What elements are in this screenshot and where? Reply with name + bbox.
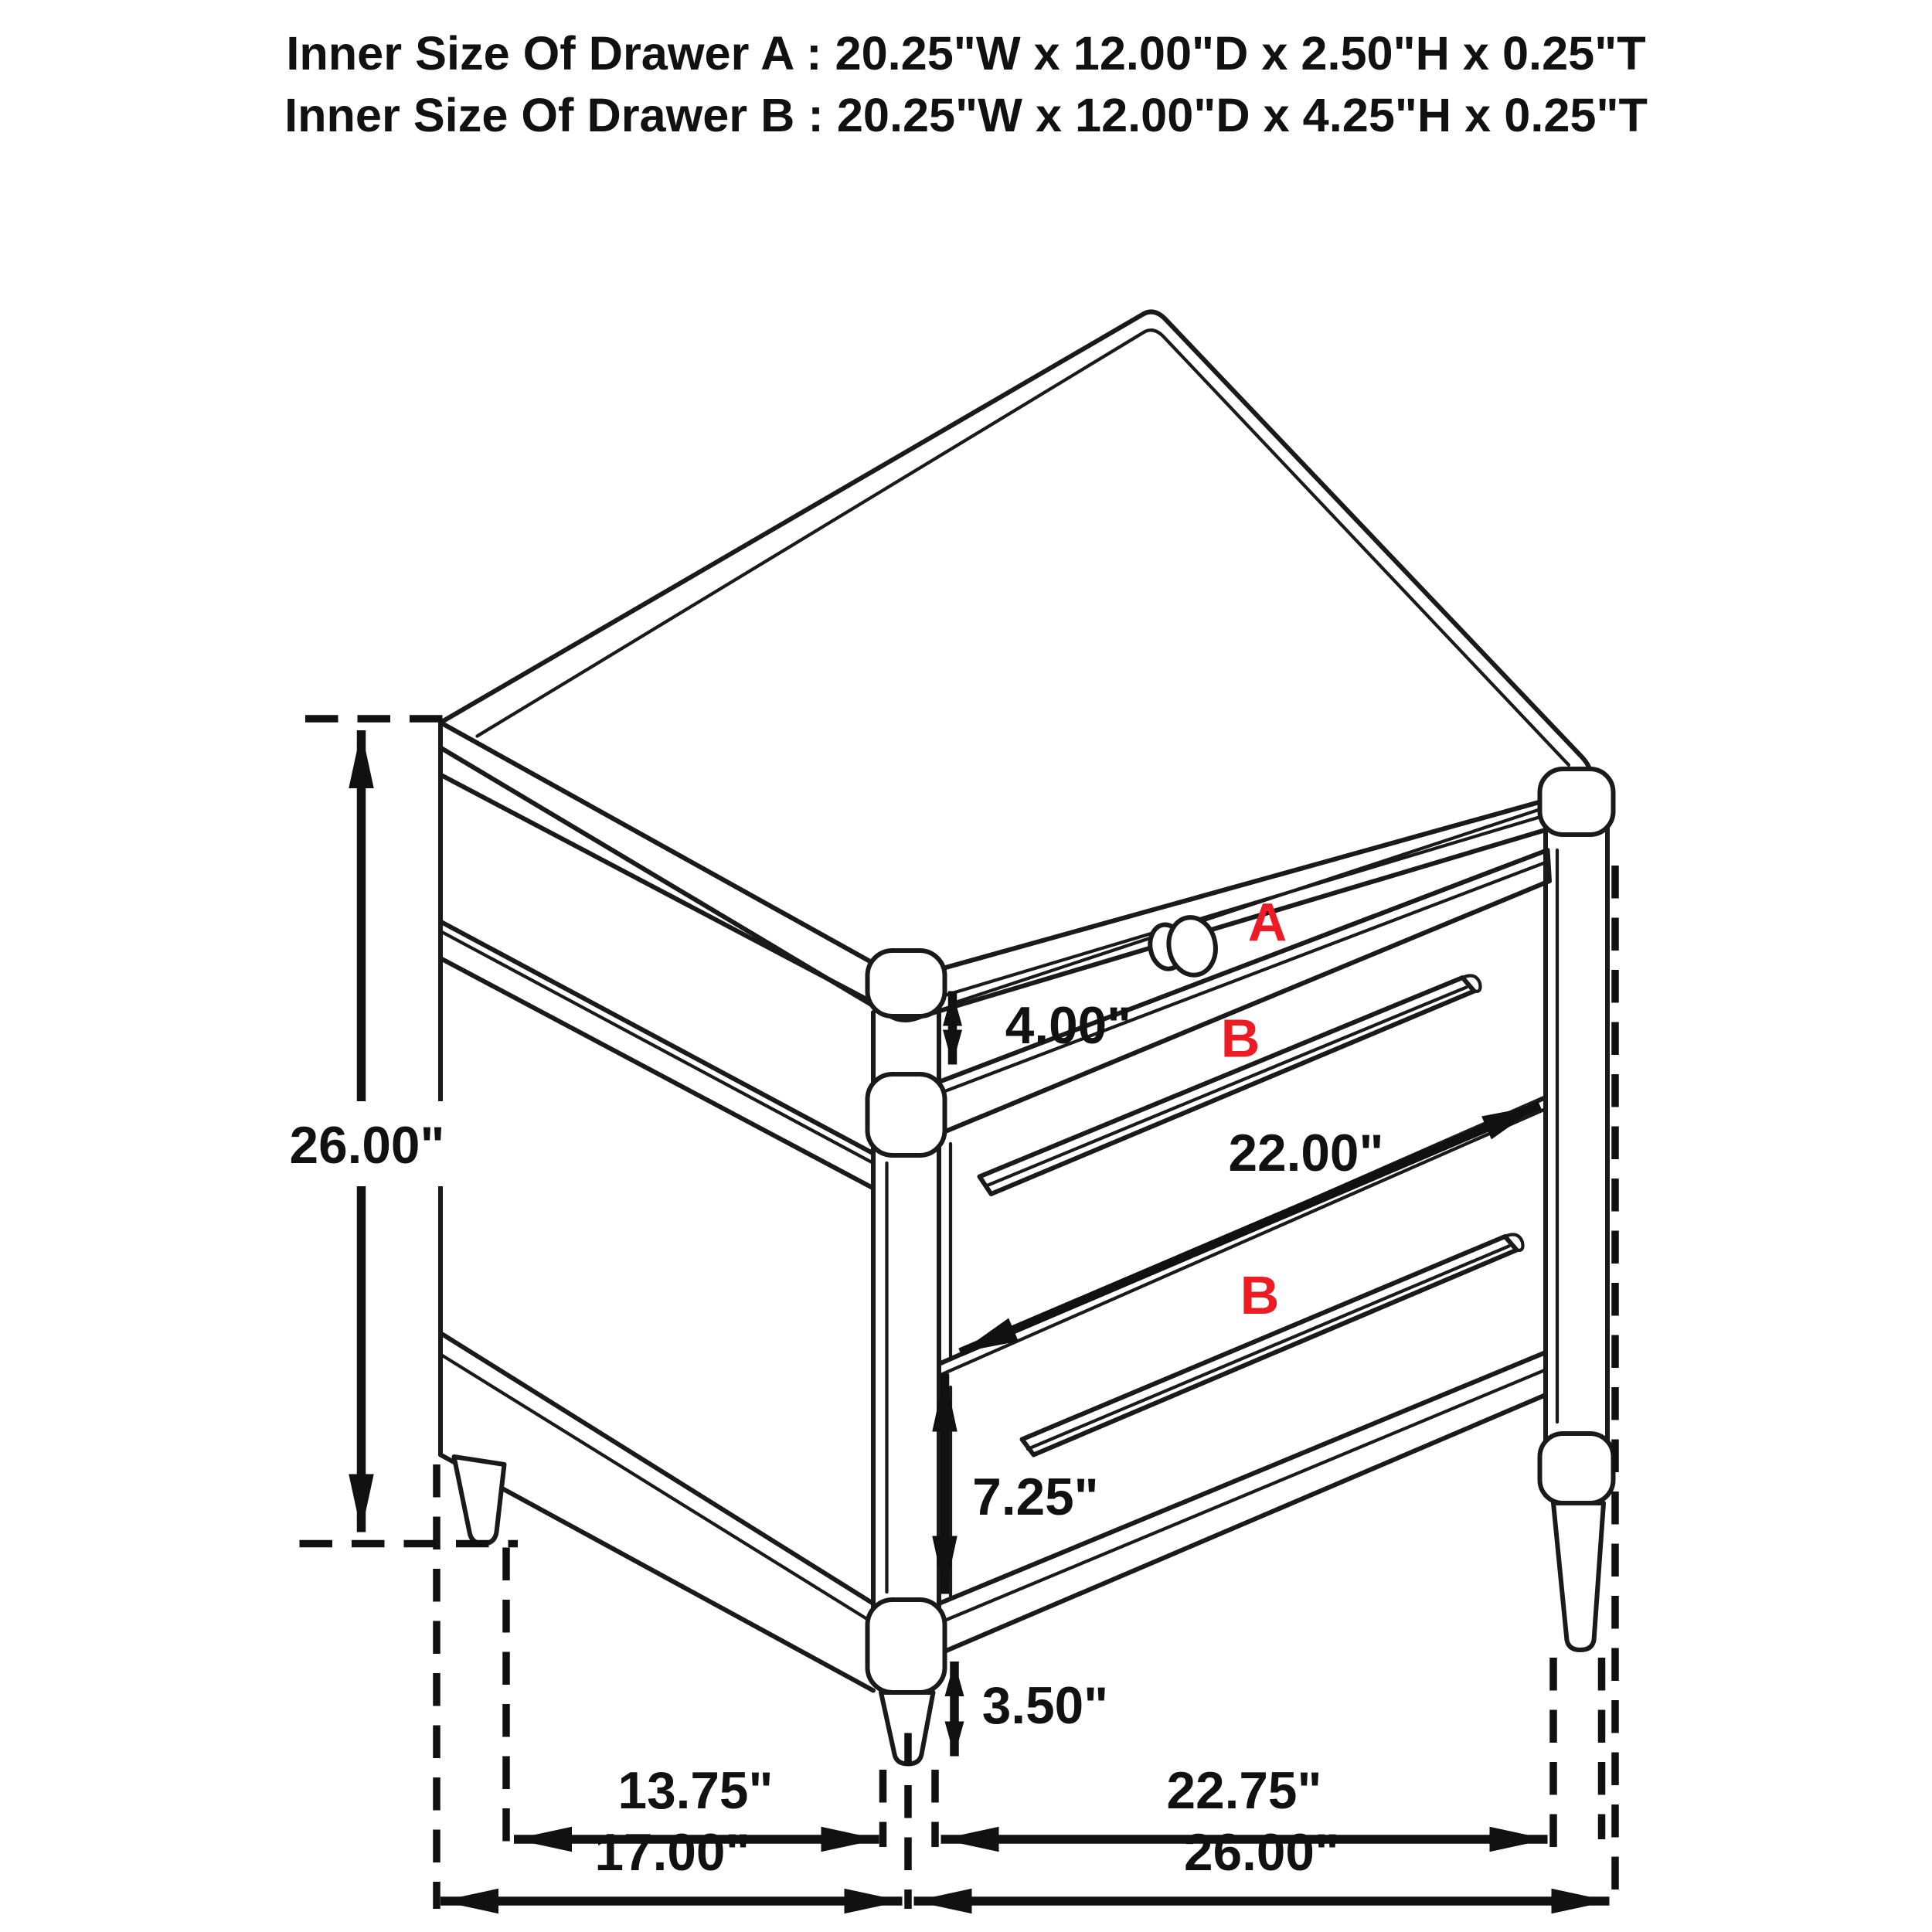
front-right-leg xyxy=(1553,1503,1604,1650)
back-left-leg xyxy=(454,1457,505,1544)
drawer-a-label: A xyxy=(1247,892,1287,953)
dim-drawer-width-label: 22.00" xyxy=(1228,1124,1384,1182)
dim-leg-span-depth-label: 13.75" xyxy=(617,1762,774,1820)
dim-drawer-a-height xyxy=(953,992,1132,1065)
front-left-post xyxy=(868,951,945,1692)
dim-leg-height xyxy=(954,1662,1108,1757)
dim-overall-width-label: 26.00" xyxy=(1184,1824,1339,1882)
title-drawer-a-inner-size: Inner Size Of Drawer A : 20.25"W x 12.00"D x 2.50"H x 0.25"T xyxy=(286,27,1646,80)
dim-overall-height-label: 26.00" xyxy=(289,1117,445,1175)
dim-drawer-a-height-label: 4.00" xyxy=(1005,997,1132,1055)
dim-leg-height-label: 3.50" xyxy=(981,1677,1109,1735)
dim-drawer-b-height xyxy=(945,1374,1099,1594)
title-drawer-b-inner-size: Inner Size Of Drawer B : 20.25"W x 12.00"D x 4.25"H x 0.25"T xyxy=(284,89,1648,142)
dim-leg-span-width-label: 22.75" xyxy=(1166,1762,1322,1820)
drawer-b-middle-label: B xyxy=(1220,1008,1260,1069)
dim-drawer-b-height-label: 7.25" xyxy=(972,1468,1099,1526)
dim-overall-depth-label: 17.00" xyxy=(594,1824,750,1882)
dim-overall-height xyxy=(261,719,519,1544)
drawer-b-bottom-label: B xyxy=(1240,1265,1280,1325)
